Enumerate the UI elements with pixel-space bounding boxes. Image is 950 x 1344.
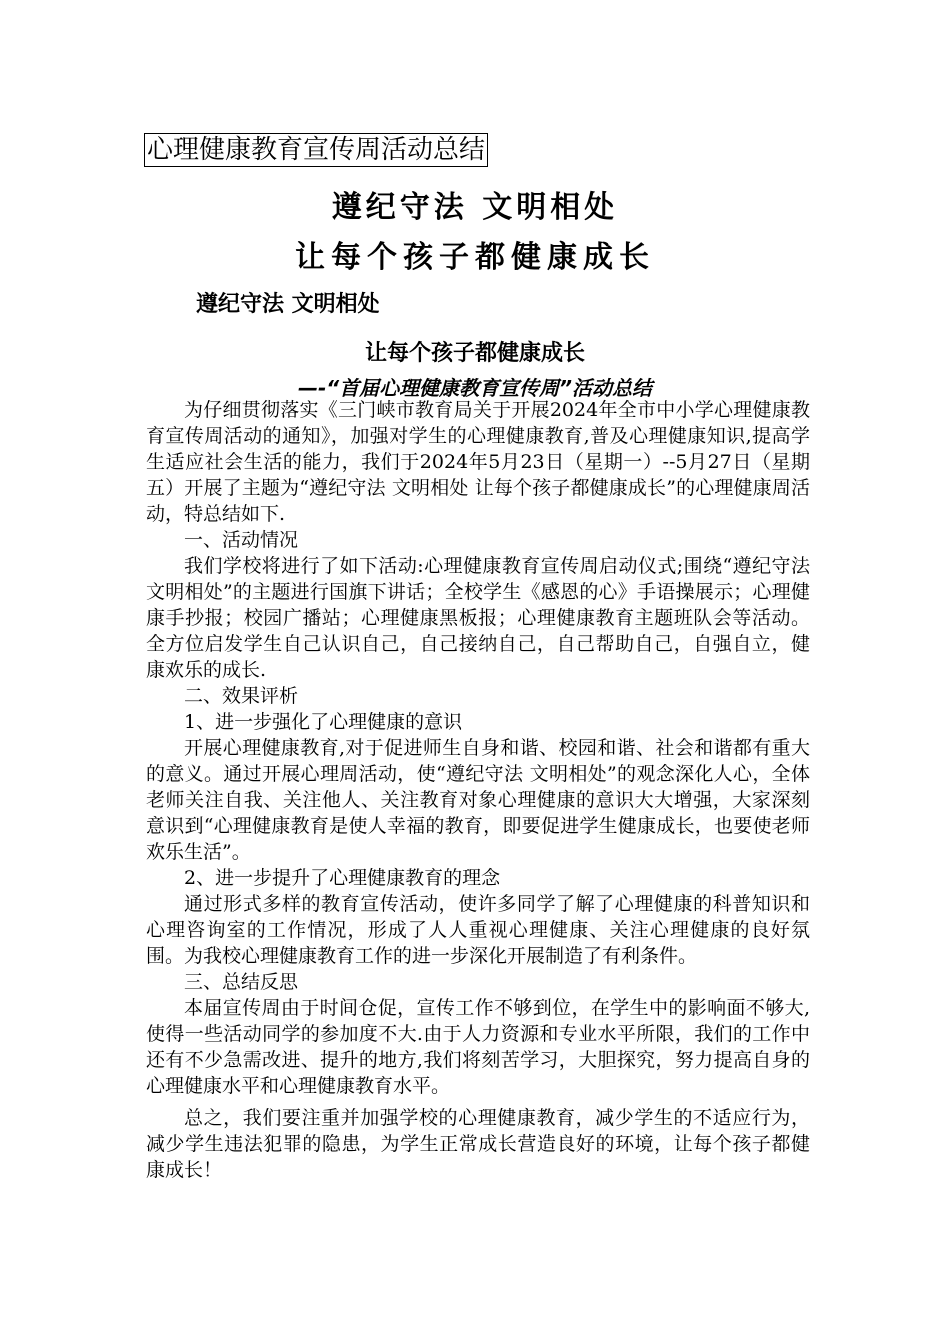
- paragraph-evaluation-2: 通过形式多样的教育宣传活动，使许多同学了解了心理健康的科普知识和心理咨询室的工作情况，形成了人人重视心理健康、关注心理健康的良好氛围。为我校心理健康教育工作的进一步深化开展制造了有利条件。: [146, 893, 810, 967]
- section-heading-activities: 一、活动情况: [184, 529, 299, 551]
- paragraph-reflection: 本届宣传周由于时间仓促，宣传工作不够到位，在学生中的影响面不够大,使得一些活动同学的参加度不大.由于人力资源和专业水平所限，我们的工作中还有不少急需改进、提升的地方,我们将刻苦学习，大胆探究，努力提高自身的心理健康水平和心理健康教育水平。: [146, 997, 810, 1097]
- paragraph-intro: 为仔细贯彻落实《三门峡市教育局关于开展2024年全市中小学心理健康教育宣传周活动的通知》，加强对学生的心理健康教育,普及心理健康知识,提高学生适应社会生活的能力，我们于2024年5月23日（星期一）--5月27日（星期五）开展了主题为“遵纪守法 文明相处 让每个孩子都健康成长”的心理健康周活动，特总结如下.: [146, 399, 810, 525]
- subheading-line-1: 遵纪守法 文明相处: [196, 292, 380, 317]
- paragraph-evaluation-1: 开展心理健康教育,对于促进师生自身和谐、校园和谐、社会和谐都有重大的意义。通过开展心理周活动，使“遵纪守法 文明相处”的观念深化人心，全体老师关注自我、关注他人、关注教育对象心理健康的意识大大增强，大家深刻意识到“心理健康教育是使人幸福的教育，即要促进学生健康成长，也要使老师欢乐生活”。: [146, 737, 810, 863]
- paragraph-activities: 我们学校将进行了如下活动:心理健康教育宣传周启动仪式;围绕“遵纪守法 文明相处”的主题进行国旗下讲话；全校学生《感恩的心》手语操展示；心理健康手抄报；校园广播站；心理健康黑板报；心理健康教育主题班队会等活动。全方位启发学生自己认识自己，自己接纳自己，自己帮助自己，自强自立，健康欢乐的成长.: [146, 555, 810, 681]
- document-body: [146, 397, 810, 1183]
- summary-title: —-“首届心理健康教育宣传周”活动总结: [297, 376, 653, 400]
- subsection-heading-2: 2、进一步提升了心理健康教育的理念: [184, 867, 501, 889]
- section-heading-evaluation: 二、效果评析: [184, 685, 299, 707]
- subsection-heading-1: 1、进一步强化了心理健康的意识: [184, 711, 463, 733]
- section-heading-reflection: 三、总结反思: [184, 971, 299, 993]
- subheading-line-2: 让每个孩子都健康成长: [364, 341, 585, 366]
- main-heading-line-2: 让每个孩子都健康成长: [295, 240, 655, 275]
- main-heading-line-1: 遵纪守法 文明相处: [331, 190, 619, 225]
- paragraph-conclusion: 总之，我们要注重并加强学校的心理健康教育，减少学生的不适应行为，减少学生违法犯罪的隐患，为学生正常成长营造良好的环境，让每个孩子都健康成长！: [146, 1107, 810, 1181]
- boxed-document-title: 心理健康教育宣传周活动总结: [144, 133, 488, 167]
